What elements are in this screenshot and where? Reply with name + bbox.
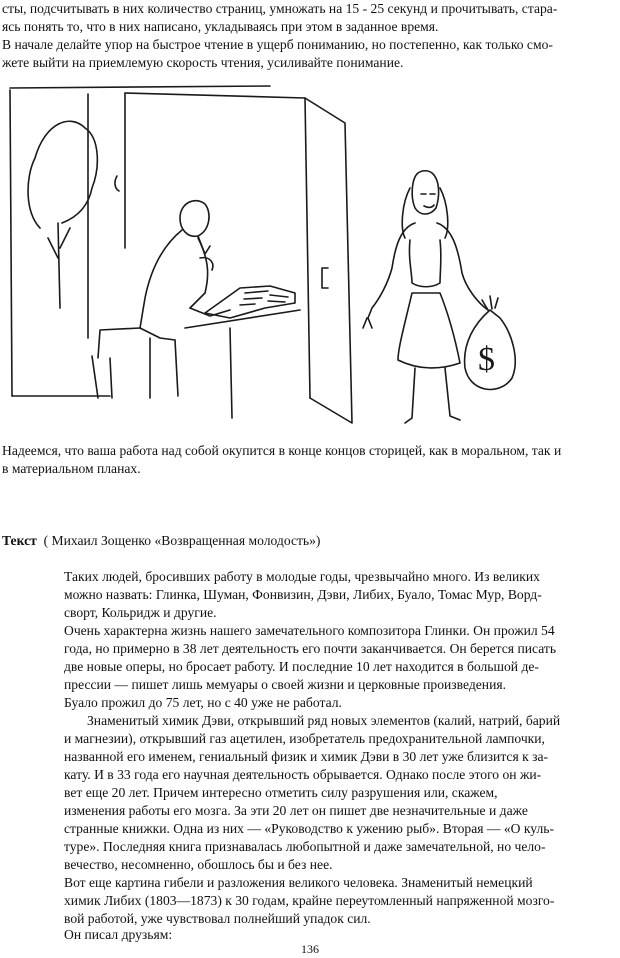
- woman-figure: [363, 171, 488, 423]
- body-line: сворт, Кольридж и другие.: [64, 605, 217, 620]
- tree-sketch: [28, 121, 97, 308]
- page-number: 136: [301, 942, 319, 956]
- money-bag: [465, 296, 516, 389]
- body-line: вечество, несомненно, обошлось бы и без нее.: [64, 857, 333, 872]
- body-line: Знаменитый химик Дэви, открывший ряд новых элементов (калий, натрий, барий: [87, 713, 561, 728]
- body-line: Он писал друзьям:: [64, 927, 173, 942]
- body-line: кату. И в 33 года его научная деятельность обрывается. Однако после этого он жи-: [64, 767, 542, 782]
- hope-line-2: в материальном планах.: [2, 461, 141, 476]
- body-line: Таких людей, бросивших работу в молодые годы, чрезвычайно много. Из великих: [64, 569, 540, 584]
- table-and-book: [185, 286, 300, 418]
- intro-line-3: В начале делайте упор на быстрое чтение в ущерб пониманию, но постепенно, как только смо-: [2, 37, 553, 52]
- body-line: химик Либих (1803—1873) к 30 годам, крайне переутомленный напряженной мозго-: [64, 893, 555, 908]
- intro-line-1: сты, подсчитывать в них количество страниц, умножать на 15 - 25 секунд и прочитывать, стара-: [2, 1, 558, 16]
- hope-line-1: Надеемся, что ваша работа над собой окупится в конце концов сторицей, как в моральном, так и: [2, 443, 562, 458]
- heading-label: Текст: [2, 533, 37, 548]
- body-line: можно назвать: Глинка, Шуман, Фонвизин, Дэви, Либих, Буало, Томас Мур, Ворд-: [64, 587, 542, 602]
- body-line: и магнезии), открывший газ ацетилен, изобретатель предохранительной лампочки,: [64, 731, 545, 746]
- body-line: названной его именем, гениальный физик и химик Дэви в 30 лет уже близится к за-: [64, 749, 549, 764]
- heading-source: ( Михаил Зощенко «Возвращенная молодость»): [43, 533, 321, 548]
- intro-line-2: ясь понять то, что в них написано, укладываясь при этом в заданное время.: [2, 19, 439, 34]
- section-heading: [2, 532, 320, 550]
- body-line: туре». Последняя книга признавалась любопытной и даже замечательной, но чело-: [64, 839, 546, 854]
- body-line: Буало прожил до 75 лет, но с 40 уже не работал.: [64, 695, 342, 710]
- dollar-sign: $: [478, 341, 495, 378]
- body-line: Вот еще картина гибели и разложения великого человека. Знаменитый немецкий: [64, 875, 533, 890]
- body-line: прессии — пишет лишь мемуары о своей жизни и церковные произведения.: [64, 677, 506, 692]
- body-line: года, но примерно в 38 лет деятельность его почти заканчивается. Он берется писать: [64, 641, 557, 656]
- illustration-drawing: [0, 78, 620, 438]
- body-line: Очень характерна жизнь нашего замечательного композитора Глинки. Он прожил 54: [64, 623, 555, 638]
- body-line: вет еще 20 лет. Причем интересно отметить силу разрушения или, скажем,: [64, 785, 498, 800]
- body-line: странные книжки. Одна из них — «Руководство к ужению рыб». Вторая — «О куль-: [64, 821, 554, 836]
- body-line: изменения работы его мозга. За эти 20 лет он пишет две незначительные и даже: [64, 803, 528, 818]
- body-line: две новые оперы, но бросает работу. И последние 10 лет находится в большой де-: [64, 659, 539, 674]
- body-line: вой работой, уже чувствовал полнейший упадок сил.: [64, 911, 371, 926]
- intro-line-4: жете выйти на приемлемую скорость чтения, усиливайте понимание.: [2, 55, 404, 70]
- man-at-table: [92, 201, 230, 398]
